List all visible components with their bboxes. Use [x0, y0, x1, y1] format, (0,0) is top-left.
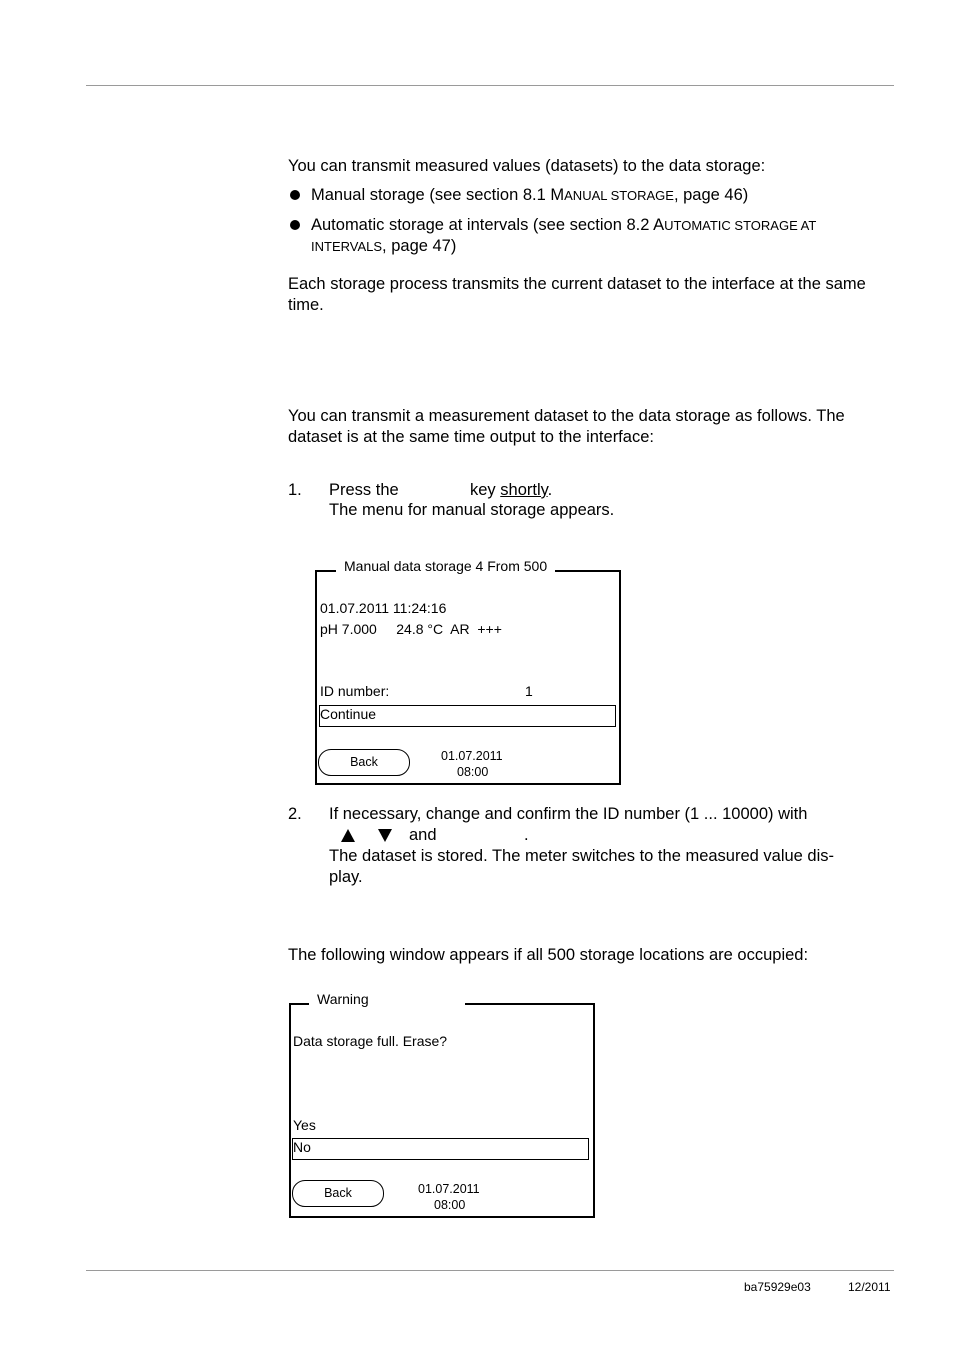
- up-arrow-icon: [341, 829, 355, 842]
- step2-period: .: [524, 826, 529, 844]
- header-rule: [86, 85, 894, 86]
- step2-line4: play.: [329, 868, 363, 886]
- id-number-label: ID number:: [320, 683, 390, 699]
- footer-rule: [86, 1270, 894, 1271]
- back-button[interactable]: Back: [292, 1180, 384, 1207]
- screen1-time: 08:00: [457, 765, 489, 779]
- warning-screen-title: Warning: [309, 991, 465, 1007]
- step1-key: key shortly.: [470, 481, 553, 499]
- footer-doc-id: ba75929e03: [744, 1280, 811, 1294]
- step2-number: 2.: [288, 805, 302, 823]
- step2-line3: The dataset is stored. The meter switches to the measured value dis-: [329, 847, 835, 865]
- step1-press: Press the: [329, 481, 399, 499]
- warning-message: Data storage full. Erase?: [293, 1033, 448, 1049]
- down-arrow-icon: [378, 829, 392, 842]
- screen1-datetime: 01.07.2011 11:24:16: [320, 600, 447, 616]
- id-number-value[interactable]: 1: [525, 683, 533, 699]
- bullet-icon: [290, 190, 300, 200]
- footer-date: 12/2011: [848, 1280, 891, 1294]
- manual-lead-line1: You can transmit a measurement dataset to the data storage as follows. The: [288, 407, 845, 425]
- screen1-date: 01.07.2011: [441, 749, 503, 763]
- screen1-reading: pH 7.000 24.8 °C AR +++: [320, 621, 502, 637]
- full-lead: The following window appears if all 500 storage locations are occupied:: [288, 946, 809, 964]
- screen2-date: 01.07.2011: [418, 1182, 480, 1196]
- intro-lead: You can transmit measured values (datasets) to the data storage:: [288, 157, 766, 175]
- bullet-icon: [290, 220, 300, 230]
- bullet-manual-storage: Manual storage (see section 8.1 MANUAL STORAGE, page 46): [311, 186, 749, 204]
- option-no[interactable]: No: [292, 1138, 589, 1160]
- step2-line1: If necessary, change and confirm the ID number (1 ... 10000) with: [329, 805, 808, 823]
- step1-result: The menu for manual storage appears.: [329, 501, 615, 519]
- continue-option[interactable]: Continue: [319, 705, 616, 727]
- option-yes[interactable]: Yes: [293, 1117, 316, 1133]
- screen2-time: 08:00: [434, 1198, 466, 1212]
- bullet-automatic-storage-cont: INTERVALS, page 47): [311, 237, 457, 255]
- back-button[interactable]: Back: [318, 749, 410, 776]
- manual-storage-screen-title: Manual data storage 4 From 500: [336, 558, 555, 574]
- intro-note-line1: Each storage process transmits the current dataset to the interface at the same: [288, 275, 866, 293]
- manual-lead-line2: dataset is at the same time output to the interface:: [288, 428, 654, 446]
- intro-note-line2: time.: [288, 296, 324, 314]
- step2-and: and: [409, 826, 437, 844]
- step1-number: 1.: [288, 481, 302, 499]
- bullet-automatic-storage: Automatic storage at intervals (see section 8.2 AUTOMATIC STORAGE AT: [311, 216, 817, 234]
